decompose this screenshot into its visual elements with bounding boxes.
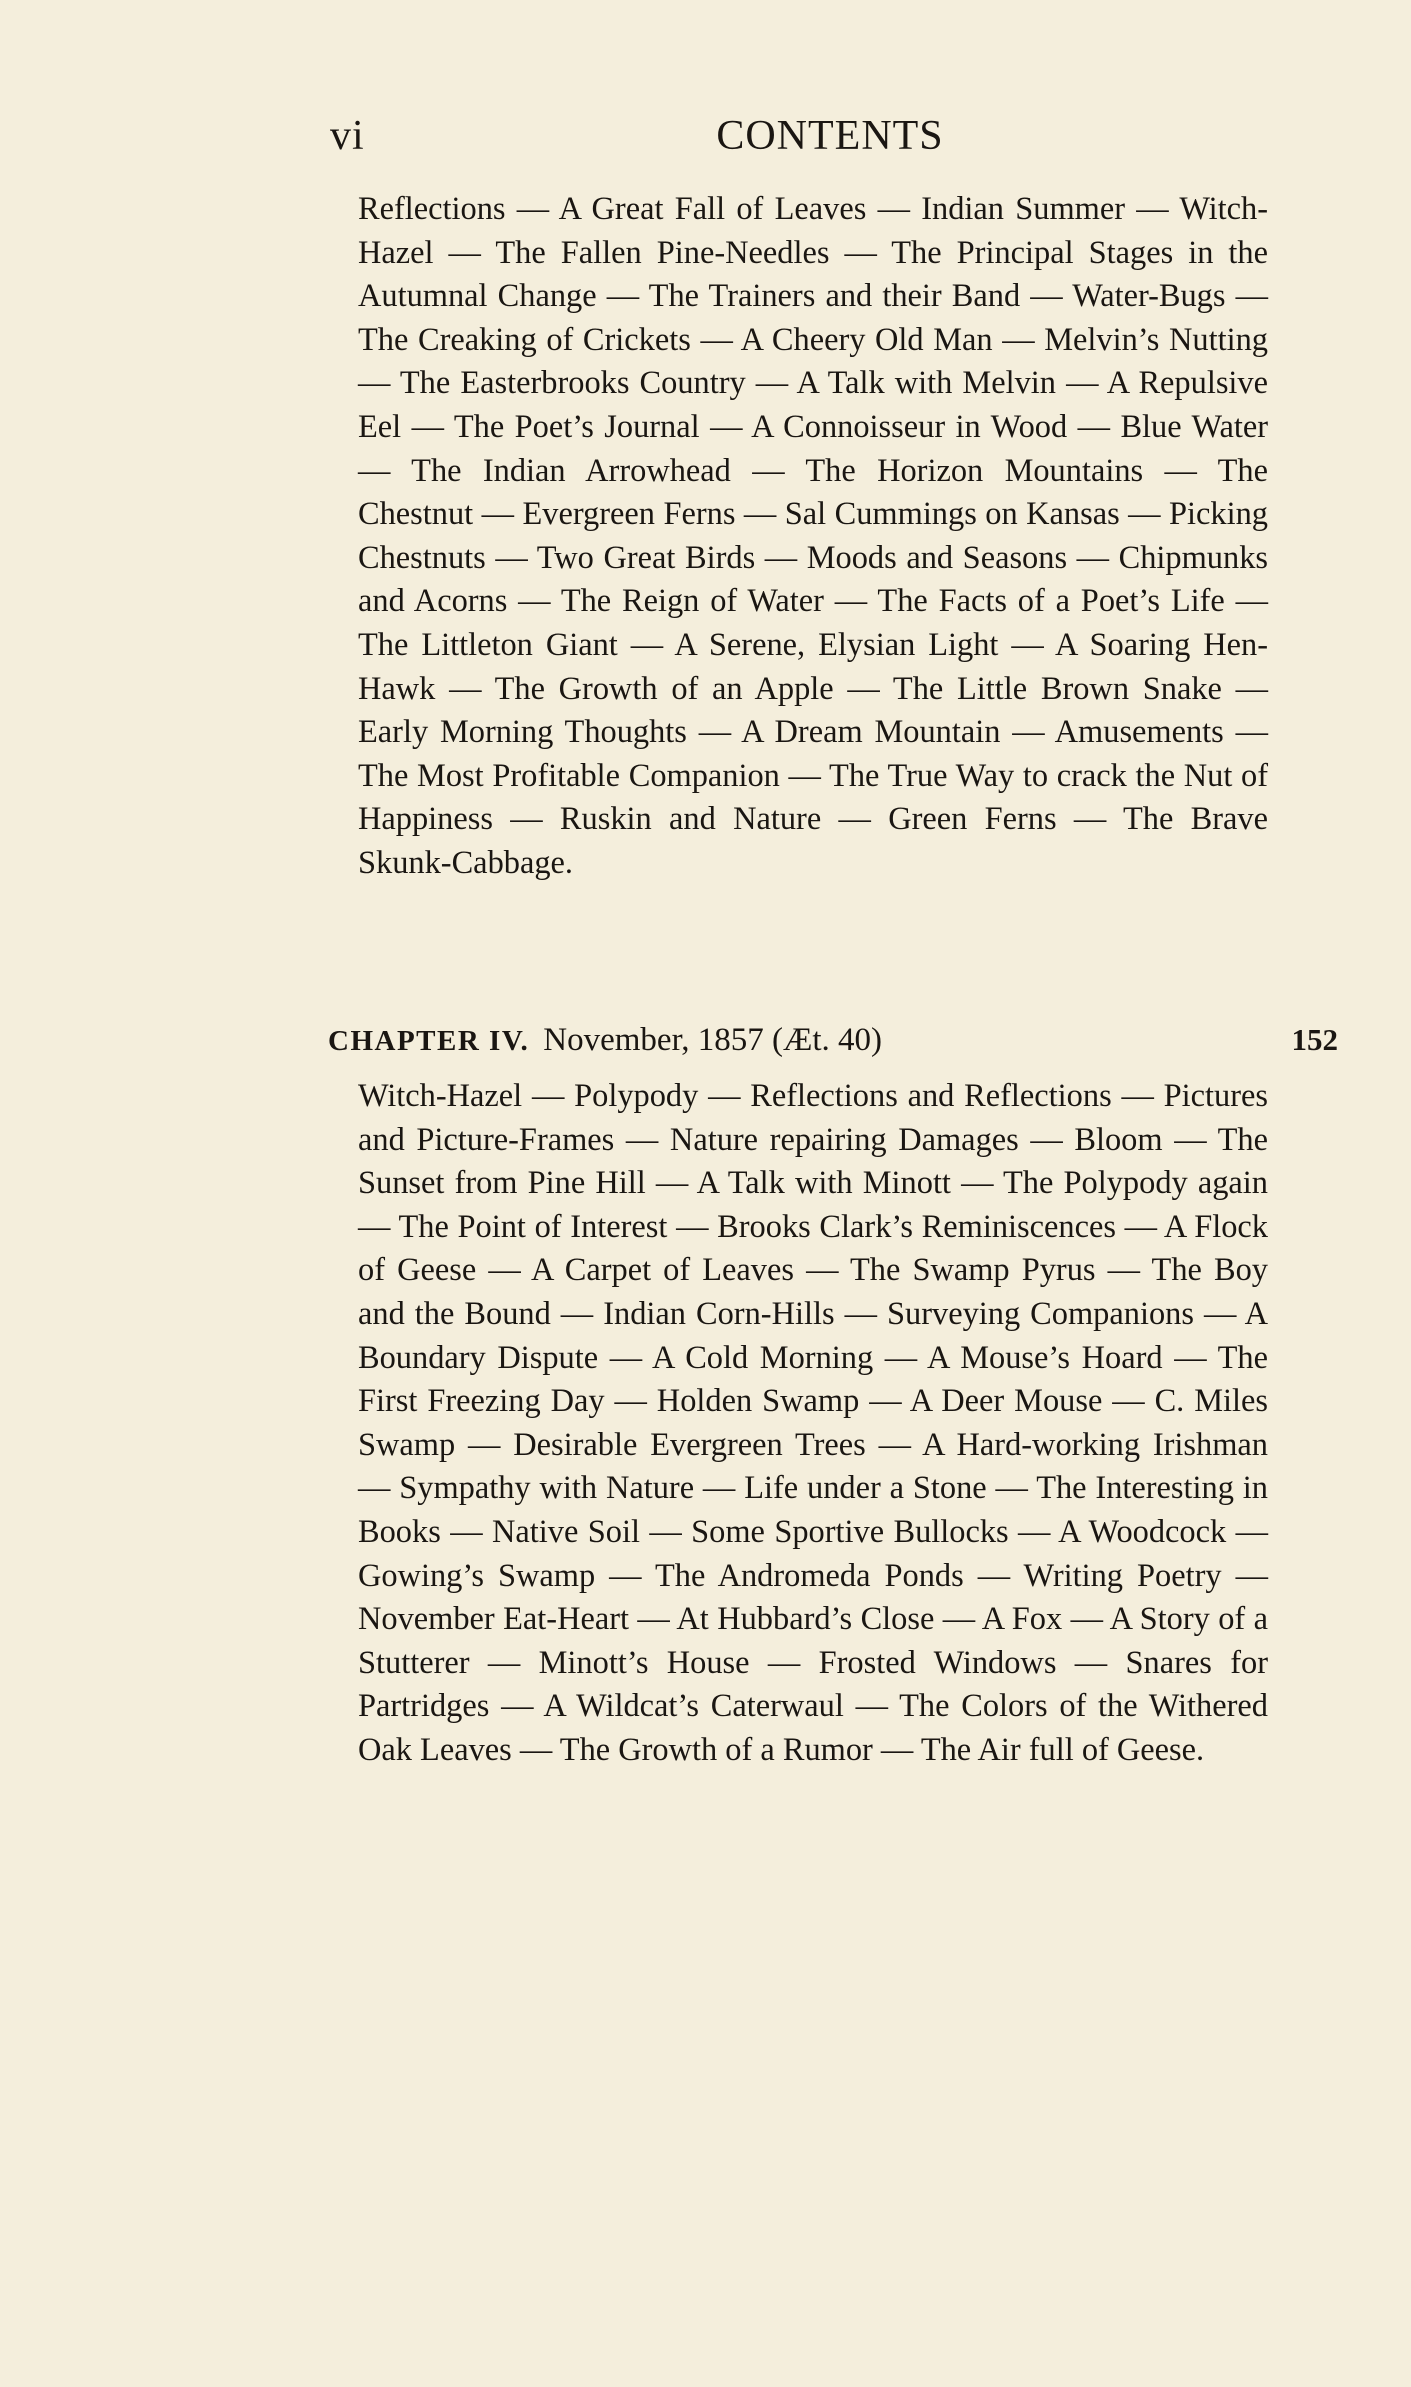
page-number: vi: [330, 113, 365, 159]
chapter-date: November, 1857 (Æt. 40): [543, 1022, 882, 1058]
chapter-label: CHAPTER IV.: [328, 1025, 530, 1057]
running-head: [325, 108, 1335, 168]
page-title: CONTENTS: [716, 113, 944, 159]
chapter-heading: [328, 1018, 1338, 1062]
chapter-page-number: 152: [1291, 1022, 1338, 1057]
chapter-summary: Witch-Hazel — Polypody — Reflections and Reflections — Pictures and Picture-Frames — Nature repairing Damages — Bloom — The Sunset from Pine Hill — A Talk with Minott — The Polypody again — The Point of Interest — Brooks Clark’s Reminiscences — A Flock of Geese — A Carpet of Leaves — The Swamp Pyrus — The Boy and the Bound — Indian Corn-Hills — Surveying Companions — A Boundary Dispute — A Cold Morning — A Mouse’s Hoard — The First Freezing Day — Holden Swamp — A Deer Mouse — C. Miles Swamp — Desirable Evergreen Trees — A Hard-working Irishman — Sympathy with Nature — Life under a Stone — The Interesting in Books — Native Soil — Some Sportive Bullocks — A Woodcock — Gowing’s Swamp — The Andromeda Ponds — Writing Poetry — November Eat-Heart — At Hubbard’s Close — A Fox — A Story of a Stutterer — Minott’s House — Frosted Windows — Snares for Partridges — A Wildcat’s Caterwaul — The Colors of the Withered Oak Leaves — The Growth of a Rumor — The Air full of Geese.: [358, 1078, 1268, 1768]
chapter-summary: Reflections — A Great Fall of Leaves — Indian Summer — Witch-Hazel — The Fallen Pine-Needles — The Principal Stages in the Autumnal Change — The Trainers and their Band — Water-Bugs — The Creaking of Crickets — A Cheery Old Man — Melvin’s Nutting — The Easterbrooks Country — A Talk with Melvin — A Repulsive Eel — The Poet’s Journal — A Connoisseur in Wood — Blue Water — The Indian Arrowhead — The Horizon Mountains — The Chestnut — Evergreen Ferns — Sal Cummings on Kansas — Picking Chestnuts — Two Great Birds — Moods and Seasons — Chipmunks and Acorns — The Reign of Water — The Facts of a Poet’s Life — The Littleton Giant — A Serene, Elysian Light — A Soaring Hen-Hawk — The Growth of an Apple — The Little Brown Snake — Early Morning Thoughts — A Dream Mountain — Amusements — The Most Profitable Companion — The True Way to crack the Nut of Happiness — Ruskin and Nature — Green Ferns — The Brave Skunk-Cabbage.: [358, 191, 1268, 881]
